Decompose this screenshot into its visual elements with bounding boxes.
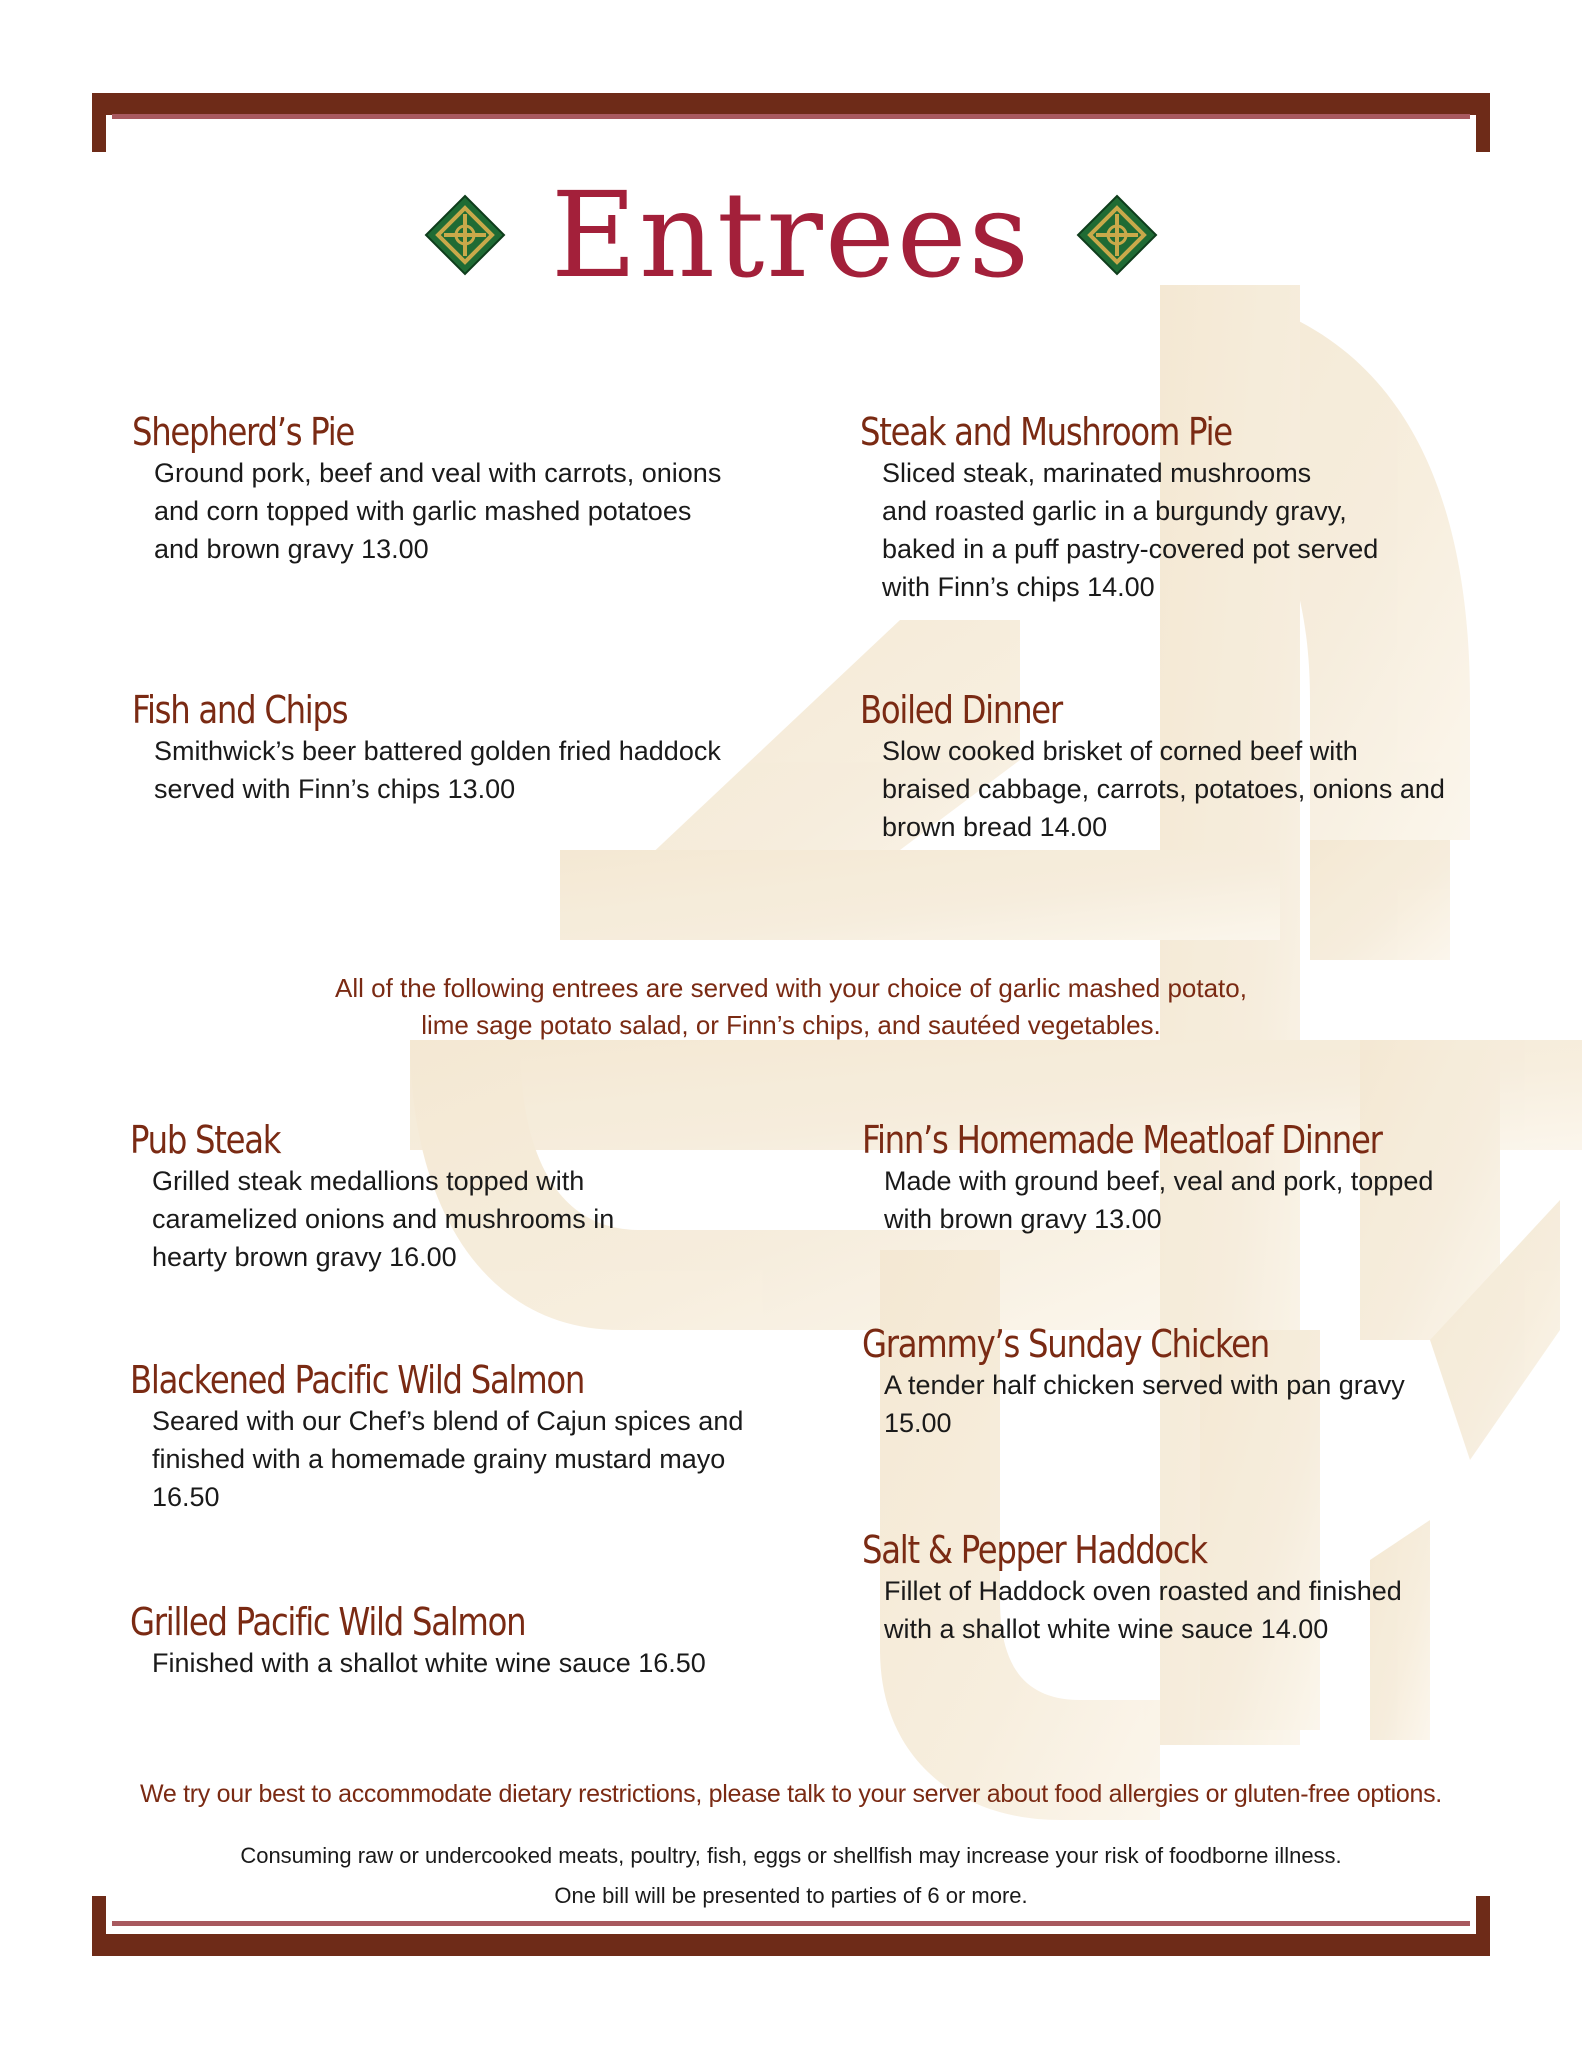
menu-item [130,1118,614,1276]
dietary-notice: We try our best to accommodate dietary restrictions, please talk to your server about food allergies or gluten-free options. [140,1780,1442,1808]
menu-item [862,1118,1473,1238]
menu-item-name: Steak and Mushroom Pie [860,410,1232,454]
menu-item-description: Grilled steak medallions topped with caramelized onions and mushrooms in hearty brown gravy 16.00 [152,1166,615,1272]
menu-item-description: Fillet of Haddock oven roasted and finished with a shallot white wine sauce 14.00 [884,1576,1402,1644]
menu-item-name: Salt & Pepper Haddock [862,1528,1207,1572]
menu-item [862,1528,1402,1648]
menu-item-description: A tender half chicken served with pan gravy 15.00 [884,1370,1405,1438]
bottom-border [92,1934,1490,1956]
menu-item-description: Made with ground beef, veal and pork, topped with brown gravy 13.00 [884,1166,1434,1234]
menu-item [132,410,721,568]
menu-item-name: Boiled Dinner [860,688,1062,732]
menu-item [860,410,1378,606]
menu-item [862,1322,1405,1442]
menu-item [860,688,1445,846]
menu-item-description: Smithwick’s beer battered golden fried haddock served with Finn’s chips 13.00 [154,736,721,804]
top-left-corner [92,100,106,152]
title-row [0,165,1582,305]
celtic-knot-right-icon [1076,194,1158,276]
menu-item-description: Sliced steak, marinated mushrooms and roasted garlic in a burgundy gravy, baked in a puff pastry-covered pot served with Finn’s chips 14.00 [882,458,1379,602]
page-title: Entrees [550,166,1032,304]
menu-item-name: Blackened Pacific Wild Salmon [130,1358,585,1402]
menu-item-name: Shepherd’s Pie [132,410,355,454]
menu-item-description: Seared with our Chef’s blend of Cajun spices and finished with a homemade grainy mustard mayo 16.50 [152,1406,744,1512]
consumption-warning: Consuming raw or undercooked meats, poultry, fish, eggs or shellfish may increase your risk of foodborne illness. [240,1843,1342,1868]
menu-item-name: Grilled Pacific Wild Salmon [130,1600,526,1644]
menu-item-description: Ground pork, beef and veal with carrots, onions and corn topped with garlic mashed potatoes and brown gravy 13.00 [154,458,722,564]
menu-item-name: Pub Steak [130,1118,281,1162]
menu-item-description: Slow cooked brisket of corned beef with braised cabbage, carrots, potatoes, onions and brown bread 14.00 [882,736,1445,842]
menu-item [132,688,721,808]
menu-item-name: Grammy’s Sunday Chicken [862,1322,1269,1366]
top-border-accent [112,114,1470,119]
celtic-knot-left-icon [424,194,506,276]
menu-item-description: Finished with a shallot white wine sauce 16.50 [152,1648,706,1678]
sides-notice: All of the following entrees are served with your choice of garlic mashed potato, lime sage potato salad, or Finn’s chips, and sautéed vegetables. [335,973,1247,1040]
top-border [92,93,1490,115]
menu-item [130,1358,743,1516]
bottom-border-accent [112,1921,1470,1926]
top-right-corner [1476,100,1490,152]
menu-item-name: Fish and Chips [132,688,348,732]
bill-note: One bill will be presented to parties of 6 or more. [554,1883,1028,1908]
menu-item [130,1600,706,1682]
menu-item-name: Finn’s Homemade Meatloaf Dinner [862,1118,1382,1162]
